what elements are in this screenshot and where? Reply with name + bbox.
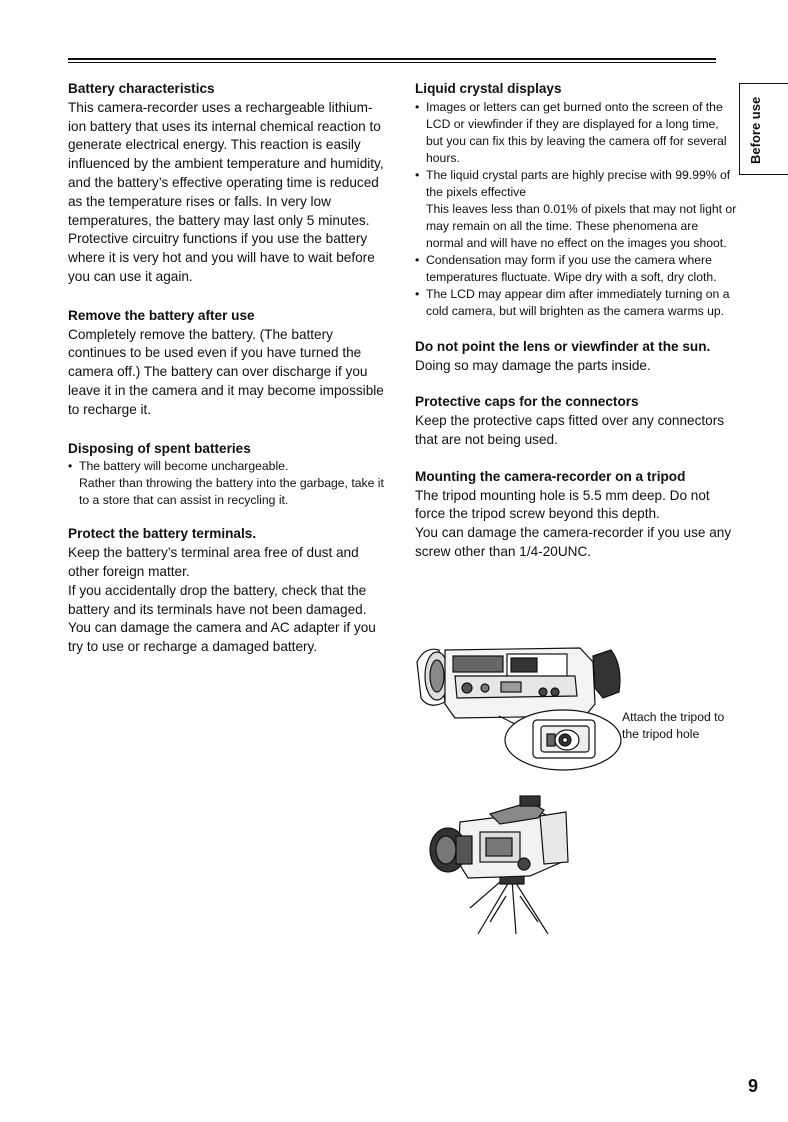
bullet-list (68, 458, 386, 475)
tripod-caption: Attach the tripod to the tripod hole (622, 710, 725, 741)
protective-caps-section (415, 393, 737, 449)
bullet-item: • Images or letters can get burned onto the screen of the LCD or viewfinder if they are displayed for a long time, but you can fix this by leaving the camera off for several hours. (415, 99, 737, 167)
section-heading: Remove the battery after use (68, 307, 255, 323)
section-tab (739, 83, 788, 175)
remove-battery-section (68, 307, 386, 420)
section-heading: Protective caps for the connectors (415, 394, 639, 410)
paragraph: If you accidentally drop the battery, check that the battery and its terminals have not been damaged. You can damage the camera and AC adapter if you try to use or recharge a damaged battery. (68, 582, 376, 655)
section-heading: Liquid crystal displays (415, 81, 562, 96)
bullet-continuation: Rather than throwing the battery into the garbage, take it to a store that can assist in recycling it. (79, 476, 384, 508)
paragraph: Keep the battery’s terminal area free of dust and other foreign matter. (68, 545, 359, 579)
header-rule-thin (68, 62, 716, 63)
header-rule (68, 58, 716, 60)
battery-characteristics-section (68, 80, 386, 287)
bullet-continuation: This leaves less than 0.01% of pixels that may not light or may remain on all the time. These phenomena are normal and will have no effect on the images you shoot. (426, 201, 737, 250)
bullet-item: • Condensation may form if you use the camera where temperatures fluctuate. Wipe dry with a soft, dry cloth. (415, 252, 737, 286)
protect-terminals-section (68, 525, 386, 657)
paragraph: Protective circuitry functions if you use the battery where it is very hot and you will have to wait before you can use it again. (68, 231, 375, 284)
paragraph: Keep the protective caps fitted over any connectors that are not being used. (415, 413, 725, 447)
paragraph: Completely remove the battery. (The battery continues to be used even if you have turned the camera off.) The battery can over discharge if you leave it in the camera and it may become impossible to recharge it. (68, 326, 384, 417)
section-heading: Battery characteristics (68, 81, 215, 96)
paragraph: Doing so may damage the parts inside. (415, 357, 651, 373)
paragraph: The tripod mounting hole is 5.5 mm deep. Do not force the tripod screw beyond this depth. (415, 487, 710, 522)
section-heading: Disposing of spent batteries (68, 440, 251, 456)
sun-warning-section (415, 338, 737, 376)
section-heading: Protect the battery terminals. (68, 526, 257, 542)
bullet-item: • The battery will become unchargeable. (68, 458, 386, 475)
bullet-list (415, 99, 737, 201)
camera-underside-illustration (415, 632, 635, 772)
bullet-item: • The liquid crystal parts are highly precise with 99.99% of the pixels effective (415, 167, 737, 201)
lcd-section (415, 80, 737, 320)
paragraph: You can damage the camera-recorder if you use any screw other than 1/4-20UNC. (415, 525, 732, 559)
section-heading: Do not point the lens or viewfinder at the sun. (415, 338, 711, 354)
left-column (68, 80, 386, 677)
section-heading: Mounting the camera-recorder on a tripod (415, 468, 686, 484)
page-number: 9 (748, 1076, 759, 1096)
bullet-list (415, 252, 737, 320)
paragraph: This camera-recorder uses a rechargeable lithium-ion battery that uses its internal chemical reaction to generate electrical energy. This reaction is easily influenced by the ambient temperature and humidity, and the battery’s effective operating time is reduced as the temperature rises or falls. In very low temperatures, the battery may last only 5 minutes. (68, 99, 384, 228)
section-tab-label: Before use (748, 96, 763, 164)
camera-on-tripod-illustration (420, 792, 570, 937)
bullet-item: • The LCD may appear dim after immediately turning on a cold camera, but will brighten as the camera warms up. (415, 286, 737, 320)
tripod-section (415, 468, 737, 562)
right-column (415, 80, 737, 582)
disposing-batteries-section (68, 440, 386, 510)
